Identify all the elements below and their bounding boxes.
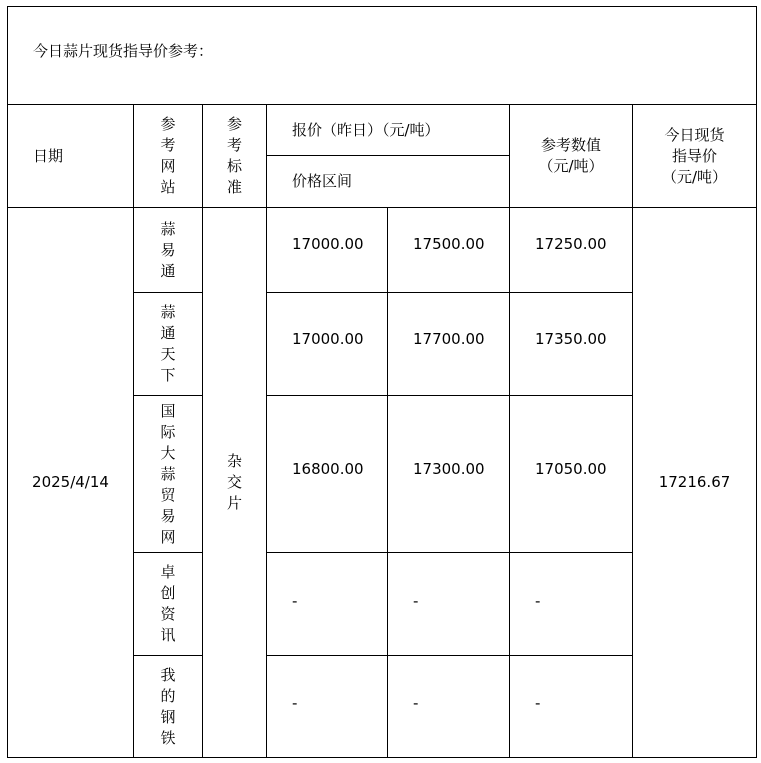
- guide-price-value: 17216.67: [658, 473, 731, 491]
- table-row-low: [292, 396, 387, 542]
- table-row-site: [134, 208, 202, 292]
- standard-value: 杂交片: [226, 452, 242, 512]
- standard-cell: [203, 208, 266, 757]
- table-row-ref: [535, 656, 632, 750]
- table-row-high: [413, 293, 509, 385]
- table-row-low: [292, 553, 387, 650]
- line-col3: [266, 104, 267, 758]
- header-guide: [633, 105, 756, 207]
- table-row-high: [413, 396, 509, 542]
- table-row-site: [134, 396, 202, 552]
- price-high: 17700.00: [413, 329, 485, 348]
- date-value: 2025/4/14: [32, 473, 109, 491]
- header-standard: [203, 105, 266, 207]
- table-row-high: [413, 208, 509, 281]
- ref-value: 17050.00: [535, 459, 607, 478]
- table-title: 今日蒜片现货指导价参考：: [33, 42, 214, 60]
- site-name: 我的钢铁: [160, 665, 176, 747]
- price-high: 17500.00: [413, 235, 485, 253]
- price-low: 17000.00: [292, 235, 364, 253]
- ref-value: -: [535, 592, 541, 610]
- table-row-ref: [535, 208, 632, 281]
- price-low: -: [292, 693, 298, 712]
- price-high: -: [413, 693, 419, 712]
- header-standard-label: 参考标准: [226, 115, 242, 196]
- table-row-site: [134, 656, 202, 757]
- price-low: 17000.00: [292, 329, 364, 348]
- table-row-site: [134, 293, 202, 395]
- table-row-low: [292, 656, 387, 750]
- table-row-low: [292, 208, 387, 281]
- header-ref-value-label: 参考数值 （元/吨）: [538, 136, 604, 175]
- price-low: -: [292, 592, 298, 610]
- line-right: [756, 6, 757, 758]
- site-name: 蒜易通: [160, 219, 176, 280]
- header-date-label: 日期: [33, 146, 64, 165]
- table-row-ref: [535, 293, 632, 385]
- table-row-low: [292, 293, 387, 385]
- header-ref-value: [510, 105, 632, 207]
- table-row-ref: [535, 553, 632, 650]
- header-site-label: 参考网站: [160, 115, 176, 196]
- table-row-high: [413, 656, 509, 750]
- guide-price-cell: [633, 208, 756, 757]
- price-low: 16800.00: [292, 459, 364, 478]
- table-row-site: [134, 553, 202, 655]
- table-row-high: [413, 553, 509, 650]
- line-bottom: [7, 757, 757, 758]
- ref-value: 17250.00: [535, 235, 607, 253]
- ref-value: -: [535, 693, 541, 712]
- date-cell: [8, 208, 133, 757]
- header-range-label: 价格区间: [292, 172, 353, 190]
- line-top: [7, 6, 757, 7]
- site-name: 卓创资讯: [160, 563, 176, 644]
- header-date: [33, 105, 133, 207]
- price-high: -: [413, 592, 419, 610]
- header-guide-label: 今日现货 指导价 （元/吨）: [661, 125, 728, 186]
- site-name: 蒜通天下: [160, 303, 176, 384]
- table-row-ref: [535, 396, 632, 542]
- price-high: 17300.00: [413, 459, 485, 478]
- ref-value: 17350.00: [535, 329, 607, 348]
- header-quote: [292, 105, 507, 155]
- line-col4: [387, 207, 388, 758]
- header-site: [134, 105, 202, 207]
- site-name: 国际大蒜贸易网: [160, 401, 176, 546]
- header-range: [292, 156, 507, 207]
- header-quote-label: 报价（昨日）（元/吨）: [292, 120, 440, 139]
